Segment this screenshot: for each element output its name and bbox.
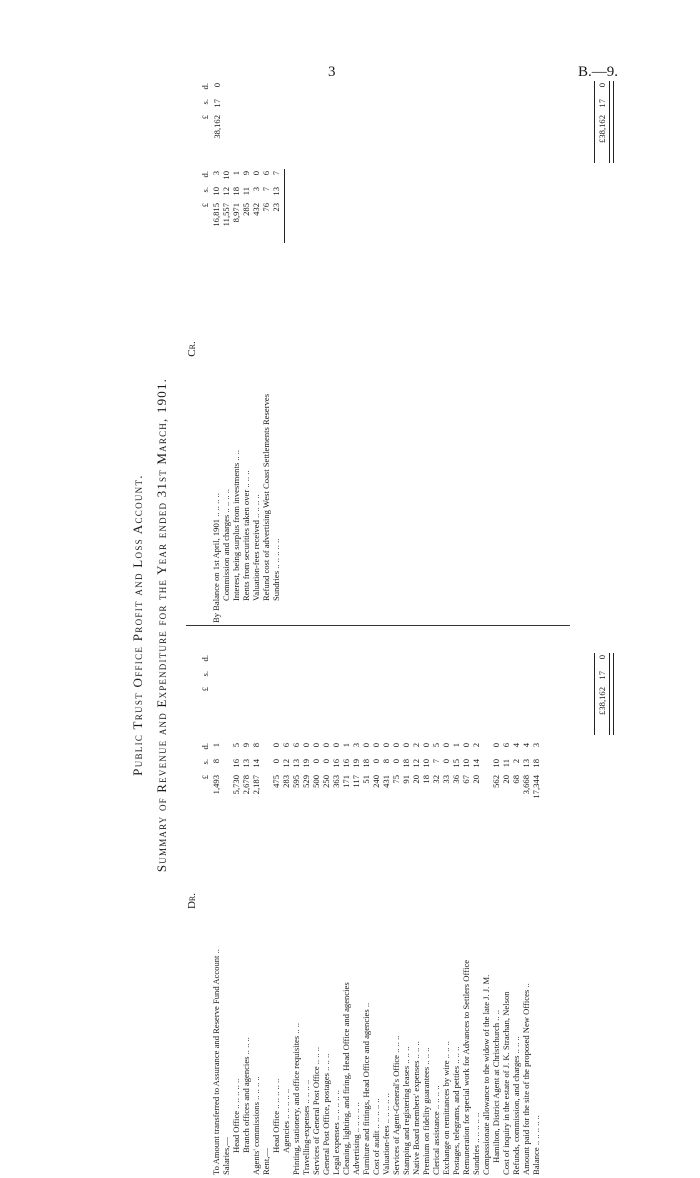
entry-pounds: 20 bbox=[501, 775, 511, 784]
entry-description: Head Office .. .. .. .. .. bbox=[271, 1078, 281, 1153]
debit-entry-row bbox=[471, 627, 481, 1175]
entry-pounds: 1,493 bbox=[211, 775, 221, 795]
entry-shillings: 7 bbox=[431, 759, 441, 764]
entry-description: Travelling-expenses .. .. .. .. bbox=[301, 1079, 311, 1175]
entry-description: Hamilton, District Agent at Christchurch .. .. bbox=[491, 1010, 501, 1163]
sum-rule bbox=[594, 81, 595, 163]
debit-total-pence: 0 bbox=[597, 655, 607, 660]
entry-pence: 3 bbox=[211, 171, 221, 176]
entry-shillings: 14 bbox=[251, 759, 261, 768]
entry-pounds: 475 bbox=[271, 775, 281, 788]
pounds-header: £ bbox=[200, 115, 210, 120]
entry-pounds: 51 bbox=[361, 775, 371, 784]
entry-pence: 6 bbox=[291, 743, 301, 748]
entry-pounds: 32 bbox=[431, 775, 441, 784]
entry-shillings: 0 bbox=[371, 759, 381, 764]
debit-label: Dr. bbox=[186, 892, 198, 910]
entry-shillings: 12 bbox=[411, 759, 421, 768]
entry-pounds: 33 bbox=[441, 775, 451, 784]
entry-pounds: 529 bbox=[301, 775, 311, 788]
entry-pence: 2 bbox=[471, 743, 481, 748]
entry-pounds: 562 bbox=[491, 775, 501, 788]
debit-entry-row bbox=[391, 627, 401, 1175]
entry-description: General Post Office, postages .. .. .. bbox=[321, 1053, 331, 1175]
entry-shillings: 8 bbox=[211, 759, 221, 764]
credit-entry-row bbox=[241, 75, 251, 623]
entry-pounds: 18 bbox=[421, 775, 431, 784]
entry-shillings: 18 bbox=[401, 759, 411, 768]
entry-pence: 1 bbox=[211, 743, 221, 748]
debit-entry-row bbox=[251, 627, 261, 1175]
entry-pounds: 20 bbox=[471, 775, 481, 784]
entry-pounds: 76 bbox=[261, 203, 271, 212]
debit-entry-row bbox=[361, 627, 371, 1175]
entry-description: Branch offices and agencies .. .. .. bbox=[241, 1037, 251, 1153]
entry-pence: 1 bbox=[451, 743, 461, 748]
entry-pounds: 363 bbox=[331, 775, 341, 788]
entry-pounds: 2,678 bbox=[241, 775, 251, 795]
credit-carried-row bbox=[212, 75, 222, 623]
entry-description: Salaries,— bbox=[221, 1137, 231, 1175]
credit-entry-row bbox=[231, 75, 241, 623]
entry-description: Advertising .. .. .. .. .. bbox=[351, 1102, 361, 1175]
account-title: Public Trust Office Profit and Loss Account. bbox=[130, 474, 145, 776]
entry-description: Commission and charges .. .. .. .. bbox=[221, 488, 231, 601]
credit-entry-row bbox=[221, 75, 231, 623]
total-double-rule bbox=[609, 653, 614, 735]
entry-shillings: 13 bbox=[271, 187, 281, 196]
entry-description: Rent,— bbox=[261, 1148, 271, 1175]
entry-pence: 8 bbox=[251, 743, 261, 748]
credit-carried-shillings: 17 bbox=[212, 99, 222, 108]
debit-entry-row bbox=[451, 627, 461, 1175]
column-divider bbox=[186, 625, 570, 626]
pence-header: d. bbox=[200, 655, 210, 662]
pence-header: d. bbox=[200, 743, 210, 750]
entry-shillings: 7 bbox=[261, 187, 271, 192]
entry-pence: 0 bbox=[461, 743, 471, 748]
entry-pounds: 500 bbox=[311, 775, 321, 788]
entry-pence: 0 bbox=[301, 743, 311, 748]
entry-pence: 0 bbox=[421, 743, 431, 748]
entry-pence: 1 bbox=[231, 171, 241, 176]
account-table bbox=[130, 75, 607, 1175]
entry-pence: 0 bbox=[321, 743, 331, 748]
credit-carried-pounds: 38,162 bbox=[212, 115, 222, 139]
entry-shillings: 0 bbox=[311, 759, 321, 764]
entry-description: Valuation-fees .. .. .. .. .. bbox=[381, 1093, 391, 1175]
entry-pence: 0 bbox=[361, 743, 371, 748]
debit-total-shillings: 17 bbox=[597, 671, 607, 680]
entry-pounds: 17,344 bbox=[531, 775, 541, 799]
debit-entry-row bbox=[401, 627, 411, 1175]
credit-entry-row bbox=[271, 75, 281, 623]
debit-entry-row bbox=[341, 627, 351, 1175]
entry-description: By Balance on 1st April, 1901 .. .. .. .. bbox=[211, 493, 221, 623]
entry-description: Refund cost of advertising West Coast Settlements Reserves bbox=[261, 393, 271, 601]
entry-pence: 10 bbox=[221, 171, 231, 180]
debit-entry-row bbox=[411, 627, 421, 1175]
entry-description: Compassionate allowance to the widow of the late J. J. M. bbox=[481, 974, 491, 1175]
entry-description: Furniture and fittings, Head Office and agencies .. bbox=[361, 1002, 371, 1175]
debit-entry-row bbox=[511, 627, 521, 1175]
entry-shillings: 13 bbox=[521, 759, 531, 768]
entry-description: Agencies .. .. .. .. .. bbox=[281, 1088, 291, 1153]
credit-total-row bbox=[597, 75, 607, 623]
credit-total-pence: 0 bbox=[597, 83, 607, 88]
entry-shillings: 10 bbox=[211, 187, 221, 196]
entry-pence: 0 bbox=[371, 743, 381, 748]
debit-entry-row bbox=[331, 627, 341, 1175]
entry-pounds: 117 bbox=[351, 775, 361, 788]
entry-pence: 6 bbox=[501, 743, 511, 748]
entry-shillings: 0 bbox=[391, 759, 401, 764]
entry-shillings: 0 bbox=[271, 759, 281, 764]
shillings-header: s. bbox=[200, 187, 210, 193]
debit-total-row bbox=[597, 627, 607, 1175]
entry-pence: 0 bbox=[401, 743, 411, 748]
entry-pence: 0 bbox=[491, 743, 501, 748]
entry-description: Cost of inquiry in the estate of J. K. Strachan, Nelson bbox=[501, 991, 511, 1175]
debit-entry-row bbox=[381, 627, 391, 1175]
entry-pence: 0 bbox=[331, 743, 341, 748]
currency-header bbox=[200, 75, 211, 623]
entry-pence: 4 bbox=[521, 743, 531, 748]
entry-pounds: 20 bbox=[411, 775, 421, 784]
entry-description: Head Office .. .. .. .. .. bbox=[231, 1078, 241, 1153]
entry-description: Agents' commissions .. .. .. .. bbox=[251, 1076, 261, 1175]
credit-carried-pence: 0 bbox=[212, 83, 222, 88]
entry-description: Premium on fidelity guarantees .. .. .. bbox=[421, 1047, 431, 1175]
entry-description: Cleaning, lighting, and firing, Head Office and agencies bbox=[341, 982, 351, 1175]
entry-description: Postages, telegrams, and petties .. .. .. bbox=[451, 1046, 461, 1175]
entry-pence: 7 bbox=[271, 171, 281, 176]
debit-entry-row bbox=[211, 627, 221, 1175]
debit-entry-row bbox=[231, 627, 241, 1175]
entry-description: Valuation-fees received .. .. .. .. bbox=[251, 494, 261, 601]
debit-entry-row bbox=[351, 627, 361, 1175]
entry-description: Remuneration for special work for Advances to Settlers Office bbox=[461, 959, 471, 1175]
debit-entry-row bbox=[531, 627, 541, 1175]
page-number: 3 bbox=[328, 64, 336, 80]
debit-total-pounds: £38,162 bbox=[597, 687, 607, 715]
entry-pence: 2 bbox=[411, 743, 421, 748]
entry-pounds: 431 bbox=[381, 775, 391, 788]
debit-entry-row bbox=[261, 627, 271, 1175]
debit-entry-row bbox=[321, 627, 331, 1175]
currency-header bbox=[200, 627, 211, 1175]
total-double-rule bbox=[609, 81, 614, 163]
debit-entry-row bbox=[431, 627, 441, 1175]
credit-label: Cr. bbox=[186, 341, 198, 357]
entry-description: Legal expenses .. .. .. .. .. bbox=[331, 1090, 341, 1175]
shillings-header: s. bbox=[200, 759, 210, 765]
entry-shillings: 15 bbox=[451, 759, 461, 768]
entry-description: Sundries .. .. .. .. .. bbox=[471, 1112, 481, 1175]
entry-pounds: 2,187 bbox=[251, 775, 261, 795]
entry-shillings: 18 bbox=[531, 759, 541, 768]
entry-pounds: 432 bbox=[251, 203, 261, 216]
entry-shillings: 12 bbox=[221, 187, 231, 196]
debit-entry-row bbox=[271, 627, 281, 1175]
credit-entry-row bbox=[251, 75, 261, 623]
entry-pence: 0 bbox=[271, 743, 281, 748]
entry-shillings: 10 bbox=[491, 759, 501, 768]
entry-shillings: 11 bbox=[501, 759, 511, 768]
debit-entry-row bbox=[311, 627, 321, 1175]
entry-description: Refunds, commission, and charges .. .. .. bbox=[511, 1036, 521, 1175]
entry-pounds: 3,668 bbox=[521, 775, 531, 795]
entry-description: To Amount transferred to Assurance and Reserve Fund Account .. bbox=[211, 949, 221, 1175]
entry-description: Services of Agent-General's Office .. .. .. bbox=[391, 1035, 401, 1175]
entry-pounds: 8,971 bbox=[231, 203, 241, 223]
entry-shillings: 19 bbox=[351, 759, 361, 768]
entry-pence: 0 bbox=[311, 743, 321, 748]
entry-pence: 9 bbox=[241, 743, 251, 748]
sum-rule bbox=[284, 169, 285, 243]
debit-entry-row bbox=[521, 627, 531, 1175]
entry-description: Interest, being surplus from investments .. .. bbox=[231, 449, 241, 601]
entry-pounds: 75 bbox=[391, 775, 401, 784]
credit-total-shillings: 17 bbox=[597, 99, 607, 108]
entry-pence: 9 bbox=[241, 171, 251, 176]
shillings-header: s. bbox=[200, 671, 210, 677]
pounds-header: £ bbox=[200, 203, 210, 208]
entry-shillings: 10 bbox=[421, 759, 431, 768]
entry-description: Services of General Post Office .. .. .. bbox=[311, 1047, 321, 1175]
entry-shillings: 11 bbox=[241, 187, 251, 196]
debit-entry-row bbox=[301, 627, 311, 1175]
entry-description: Clerical assistance .. .. .. .. bbox=[431, 1085, 441, 1175]
pence-header: d. bbox=[200, 83, 210, 90]
entry-shillings: 18 bbox=[361, 759, 371, 768]
entry-description: Amount paid for the site of the proposed New Offices .. bbox=[521, 983, 531, 1175]
pounds-header: £ bbox=[200, 775, 210, 780]
debit-entry-row bbox=[501, 627, 511, 1175]
entry-description: Cost of audit .. .. .. .. .. bbox=[371, 1098, 381, 1175]
entry-description: Printing, stationery, and office requisites .. .. bbox=[291, 1022, 301, 1175]
entry-pence: 0 bbox=[251, 171, 261, 176]
debit-entry-row bbox=[491, 627, 501, 1175]
entry-shillings: 3 bbox=[251, 187, 261, 192]
entry-pounds: 67 bbox=[461, 775, 471, 784]
entry-shillings: 0 bbox=[321, 759, 331, 764]
entry-pence: 5 bbox=[431, 743, 441, 748]
entry-pounds: 23 bbox=[271, 203, 281, 212]
entry-pence: 1 bbox=[341, 743, 351, 748]
entry-pence: 3 bbox=[531, 743, 541, 748]
debit-entry-row bbox=[461, 627, 471, 1175]
entry-shillings: 19 bbox=[301, 759, 311, 768]
entry-shillings: 18 bbox=[231, 187, 241, 196]
entry-description: Native Board members' expenses .. .. .. bbox=[411, 1041, 421, 1175]
series-code: B.—9. bbox=[578, 64, 619, 80]
debit-entry-row bbox=[441, 627, 451, 1175]
entry-pence: 6 bbox=[281, 743, 291, 748]
entry-description: Exchange on remittances by wire .. .. .. bbox=[441, 1041, 451, 1175]
pence-header: d. bbox=[200, 171, 210, 178]
entry-shillings: 16 bbox=[341, 759, 351, 768]
entry-pounds: 595 bbox=[291, 775, 301, 788]
entry-shillings: 16 bbox=[231, 759, 241, 768]
entry-pounds: 68 bbox=[511, 775, 521, 784]
entry-shillings: 2 bbox=[511, 759, 521, 764]
entry-pence: 5 bbox=[231, 743, 241, 748]
entry-shillings: 12 bbox=[281, 759, 291, 768]
debit-rows bbox=[211, 627, 541, 1175]
entry-shillings: 8 bbox=[381, 759, 391, 764]
credit-side bbox=[186, 75, 607, 623]
debit-entry-row bbox=[421, 627, 431, 1175]
entry-pence: 0 bbox=[441, 743, 451, 748]
entry-pence: 6 bbox=[261, 171, 271, 176]
entry-shillings: 16 bbox=[331, 759, 341, 768]
entry-pounds: 240 bbox=[371, 775, 381, 788]
entry-shillings: 10 bbox=[461, 759, 471, 768]
entry-shillings: 14 bbox=[471, 759, 481, 768]
debit-entry-row bbox=[371, 627, 381, 1175]
entry-pounds: 283 bbox=[281, 775, 291, 788]
entry-shillings: 13 bbox=[241, 759, 251, 768]
entry-pence: 3 bbox=[351, 743, 361, 748]
entry-pence: 0 bbox=[391, 743, 401, 748]
debit-entry-row bbox=[281, 627, 291, 1175]
debit-entry-row bbox=[481, 627, 491, 1175]
credit-entry-row bbox=[261, 75, 271, 623]
entry-pounds: 36 bbox=[451, 775, 461, 784]
debit-entry-row bbox=[241, 627, 251, 1175]
entry-pence: 4 bbox=[511, 743, 521, 748]
debit-side bbox=[186, 627, 607, 1175]
entry-description: Stamping and registering leases .. .. .. bbox=[401, 1046, 411, 1175]
entry-pounds: 16,815 bbox=[211, 203, 221, 227]
entry-pounds: 285 bbox=[241, 203, 251, 216]
entry-pounds: 250 bbox=[321, 775, 331, 788]
entry-description: Rents from securities taken over .. .. .. bbox=[241, 470, 251, 601]
entry-pounds: 11,557 bbox=[221, 203, 231, 227]
entry-shillings: 0 bbox=[441, 759, 451, 764]
entry-pounds: 5,730 bbox=[231, 775, 241, 795]
entry-description: Balance .. .. .. .. .. bbox=[531, 1115, 541, 1175]
debit-entry-row bbox=[221, 627, 231, 1175]
entry-description: Sundries .. .. .. .. .. bbox=[271, 538, 281, 601]
shillings-header: s. bbox=[200, 99, 210, 105]
account-subtitle: Summary of Revenue and Expenditure for the Year ended 31st March, 1901. bbox=[154, 377, 169, 873]
entry-pounds: 171 bbox=[341, 775, 351, 788]
entry-pounds: 91 bbox=[401, 775, 411, 784]
entry-pence: 0 bbox=[381, 743, 391, 748]
debit-entry-row bbox=[291, 627, 301, 1175]
sum-rule bbox=[594, 653, 595, 735]
credit-total-pounds: £38,162 bbox=[597, 115, 607, 143]
entry-shillings: 13 bbox=[291, 759, 301, 768]
pounds-header: £ bbox=[200, 687, 210, 692]
